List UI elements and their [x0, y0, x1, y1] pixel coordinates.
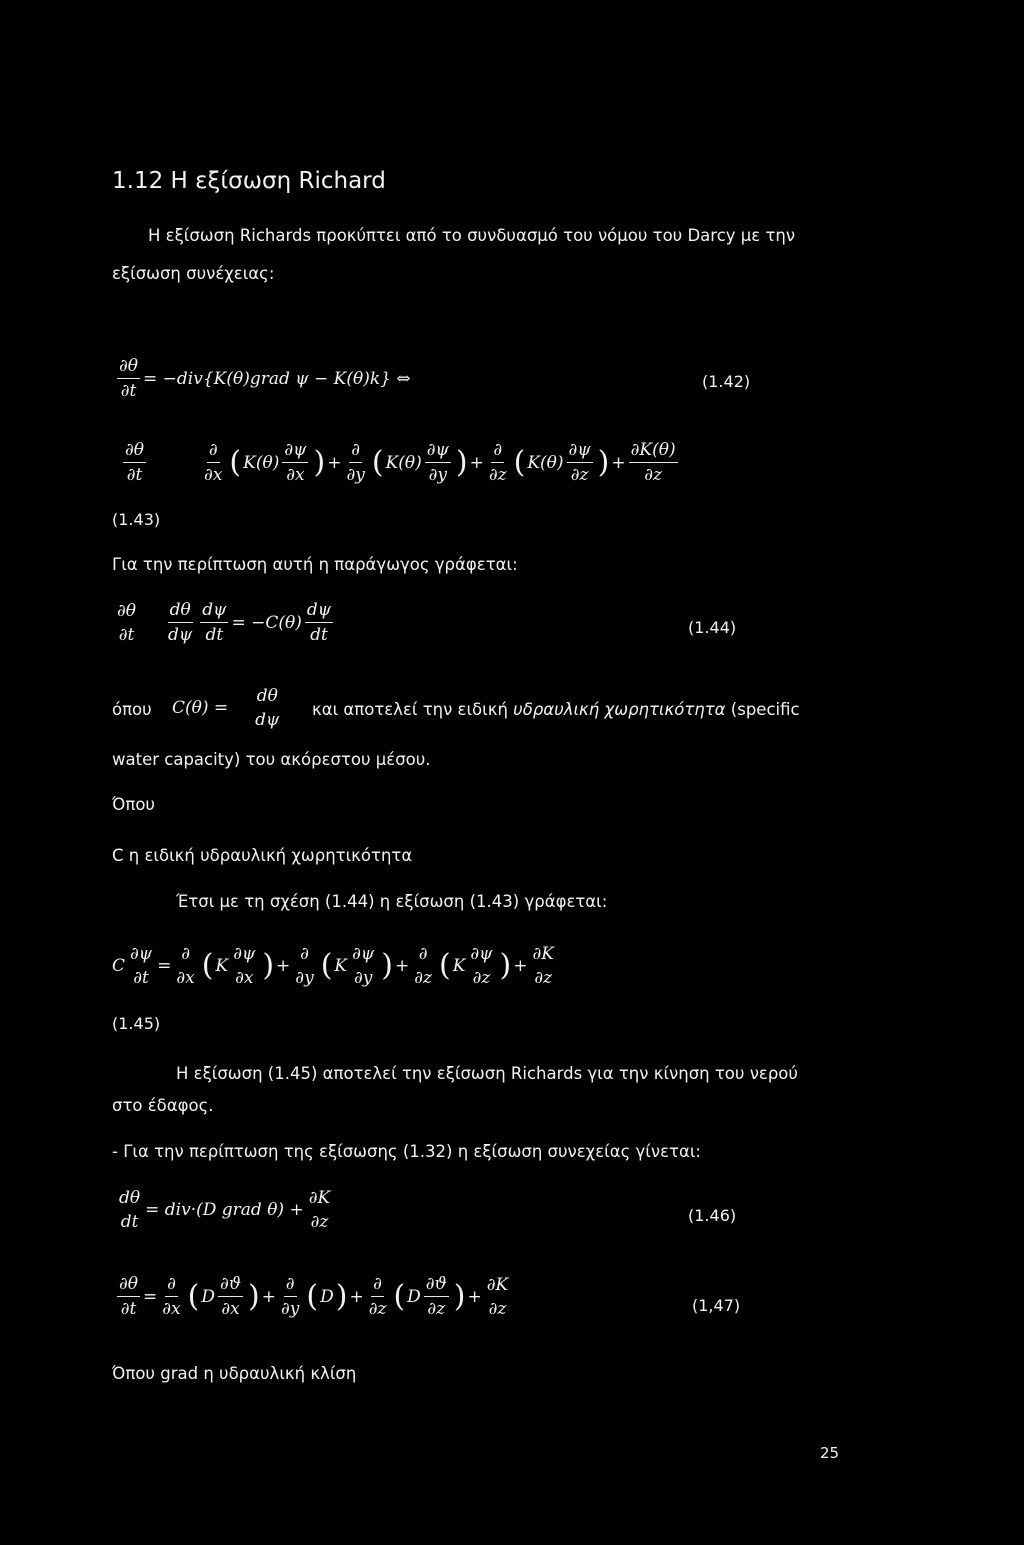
eq45-a-num: ∂ψ: [130, 944, 153, 964]
where-word: όπου: [112, 700, 152, 719]
richards-line-1: Η εξίσωση (1.45) αποτελεί την εξίσωση Richards για την κίνηση του νερού: [176, 1064, 798, 1083]
eq43-t2-frac: [425, 440, 451, 485]
eq43-lhs: [123, 440, 146, 485]
eq47-op3-d: ∂z: [368, 1299, 387, 1319]
eq44-e-num: dψ: [305, 600, 333, 623]
eq47-op2-n: ∂: [284, 1274, 297, 1297]
eq43-t3-frac: [567, 440, 593, 485]
eq43-t1-op: [202, 440, 224, 485]
eq44-c: [200, 600, 228, 645]
etsi-text: Έτσι με τη σχέση (1.44) η εξίσωση (1.43) γράφεται:: [176, 892, 608, 911]
c-def-frac: [253, 686, 281, 730]
eq46-number: (1.46): [688, 1206, 737, 1225]
eq43-t2-k: K(θ): [385, 452, 422, 473]
eq45-f2-d: ∂y: [353, 968, 373, 988]
eq43-t1-frac: [282, 440, 308, 485]
eq43-t4-den: ∂z: [644, 465, 662, 485]
eq43-t1-num: ∂: [207, 440, 220, 463]
eq47-d3: D: [407, 1286, 421, 1307]
eq46-mid: = div·(D grad θ) +: [145, 1200, 304, 1220]
eq47-op3: [367, 1274, 389, 1319]
eq46-b-den: ∂z: [310, 1212, 329, 1232]
eq47-d2: D: [320, 1286, 334, 1307]
eq47-d1: D: [201, 1286, 216, 1307]
eq47-f3-d: ∂z: [427, 1299, 446, 1319]
eq47-paren-open-3: (: [393, 1278, 406, 1314]
eq44-c-theta: = −C(θ): [231, 612, 302, 633]
where-line-2: water capacity) του ακόρεστου μέσου.: [112, 750, 431, 769]
where-text-a: και αποτελεί την ειδική: [312, 700, 514, 719]
eq47-paren-close-2: ): [335, 1278, 348, 1314]
eq45-f1-n: ∂ψ: [233, 944, 256, 964]
eq47-f3: [424, 1274, 449, 1319]
eq42-number: (1.42): [702, 372, 751, 391]
eq47-paren-open-1: (: [187, 1278, 200, 1314]
eq45-op2-n: ∂: [300, 944, 309, 964]
eq45-f1-d: ∂x: [235, 968, 254, 988]
opou-label: Όπου: [112, 795, 155, 814]
eq43-t1-den: ∂x: [204, 465, 223, 485]
eq47-a: [117, 1274, 140, 1319]
eq45-paren-close-2: ): [381, 948, 393, 983]
eq43-plus-1: +: [327, 452, 342, 473]
eq45-f2-n: ∂ψ: [352, 944, 375, 964]
eq47-plus-1: +: [261, 1286, 276, 1307]
c-def-lhs: C(θ) =: [172, 698, 229, 718]
eq45-op1-d: ∂x: [176, 968, 195, 988]
eq45-op2: [293, 944, 315, 988]
eq47-op1-d: ∂x: [162, 1299, 181, 1319]
eq43-lhs-den: ∂t: [126, 465, 143, 485]
eq44-b-num: dθ: [168, 600, 193, 623]
eq45-last: [530, 944, 556, 988]
eq43-t4: [629, 440, 678, 485]
eq43-plus-2: +: [469, 452, 484, 473]
eq43-paren-open-1: (: [229, 444, 242, 480]
eq43-t4-num: ∂K(θ): [629, 440, 678, 463]
eq43-t1-k: K(θ): [243, 452, 280, 473]
richards-line-2: στο έδαφος.: [112, 1096, 214, 1115]
eq47-op1: [160, 1274, 182, 1319]
eq47-paren-open-2: (: [306, 1278, 319, 1314]
eq45-a: [128, 944, 154, 988]
eq43-t2-op: [344, 440, 366, 485]
eq45-paren-open-3: (: [438, 948, 451, 983]
eq47-f1: [218, 1274, 243, 1319]
eq43-paren-close-3: ): [597, 444, 610, 480]
eq45-k1: K: [215, 956, 229, 976]
eq47-number: (1,47): [692, 1296, 741, 1315]
eq45-f2: [350, 944, 376, 988]
eq45-paren-close-1: ): [262, 948, 275, 983]
eq43-t1-n: ∂ψ: [282, 440, 308, 463]
eq45-paren-open-1: (: [201, 948, 214, 983]
c-def-num: dθ: [256, 686, 278, 706]
eq43-t2-n: ∂ψ: [425, 440, 451, 463]
eq47-op1-n: ∂: [165, 1274, 178, 1297]
eq43-t3-den: ∂z: [488, 465, 507, 485]
eq45-a-den: ∂t: [133, 968, 149, 988]
equation-1-45: [112, 944, 559, 988]
eq45-plus-1: +: [276, 956, 291, 976]
eq45-op1-n: ∂: [181, 944, 190, 964]
eq47-a-den: ∂t: [120, 1299, 137, 1319]
eq45-number: (1.45): [112, 1014, 161, 1033]
eq45-plus-2: +: [394, 956, 410, 976]
eq47-f3-n: ∂ϑ: [424, 1274, 449, 1297]
page-number: 25: [820, 1444, 840, 1462]
eq47-op2-d: ∂y: [280, 1299, 300, 1319]
eq44-a-num: ∂θ: [117, 600, 137, 621]
eq42-rhs: = −div{K(θ)grad ψ − K(θ)k} ⇔: [143, 368, 411, 389]
eq45-f1: [231, 944, 257, 988]
eq45-op2-d: ∂y: [295, 968, 314, 988]
section-heading: 1.12 Η εξίσωση Richard: [112, 168, 386, 194]
eq45-last-d: ∂z: [534, 968, 553, 988]
eq45-c: C: [112, 956, 126, 976]
grad-text: Όπου grad η υδραυλική κλίση: [112, 1364, 357, 1383]
eq44-a-den: ∂t: [118, 624, 135, 645]
where-description: [312, 702, 800, 719]
eq46-a-num: dθ: [119, 1188, 141, 1208]
eq42-lhs: [117, 356, 140, 401]
eq43-paren-close-1: ): [313, 444, 326, 480]
c-text: C η ειδική υδραυλική χωρητικότητα: [112, 846, 413, 865]
where-text-italic: υδραυλική χωρητικότητα: [513, 700, 726, 719]
eq42-lhs-den: ∂t: [120, 381, 137, 401]
equation-1-43: [120, 440, 681, 485]
eq43-paren-open-2: (: [371, 444, 384, 480]
eq43-paren-open-3: (: [513, 444, 526, 480]
eq42-lhs-num: ∂θ: [117, 356, 140, 379]
eq45-k3: K: [452, 956, 466, 976]
eq44-a: [115, 601, 138, 645]
eq47-a-num: ∂θ: [117, 1274, 140, 1297]
eq47-paren-close-3: ): [453, 1278, 466, 1314]
eq45-f3: [468, 944, 494, 988]
eq47-equals: =: [143, 1286, 158, 1307]
eq43-number: (1.43): [112, 510, 161, 529]
eq44-c-num: dψ: [200, 600, 228, 623]
eq46-b-num: ∂K: [308, 1188, 331, 1208]
case-text: - Για την περίπτωση της εξίσωσης (1.32) η εξίσωση συνεχείας γίνεται:: [112, 1142, 701, 1161]
eq47-last-d: ∂z: [488, 1298, 507, 1319]
eq43-paren-close-2: ): [455, 444, 468, 480]
eq47-f1-n: ∂ϑ: [218, 1274, 243, 1297]
eq45-last-n: ∂K: [532, 944, 554, 964]
eq45-op3: [412, 944, 434, 988]
eq45-f3-n: ∂ψ: [470, 944, 493, 964]
eq45-op3-d: ∂z: [414, 968, 432, 988]
intro-line-2: εξίσωση συνέχειας:: [112, 264, 275, 283]
equation-1-42: [114, 356, 411, 401]
equation-1-44: [112, 600, 336, 645]
eq47-paren-close-1: ): [247, 1278, 260, 1314]
eq43-plus-3: +: [611, 452, 626, 473]
eq46-b: [307, 1188, 333, 1232]
eq47-f1-d: ∂x: [221, 1299, 240, 1319]
c-definition: [172, 686, 284, 730]
where-text-c: (specific: [725, 700, 800, 719]
eq47-op2: [279, 1274, 301, 1319]
eq47-plus-2: +: [349, 1286, 364, 1307]
eq44-number: (1.44): [688, 618, 737, 637]
eq44-e-den: dt: [310, 625, 328, 645]
eq46-a-den: dt: [120, 1212, 139, 1232]
eq43-t2-num: ∂: [349, 440, 362, 463]
eq47-plus-3: +: [467, 1286, 482, 1307]
derivative-text: Για την περίπτωση αυτή η παράγωγος γράφεται:: [112, 555, 518, 574]
eq45-equals: =: [157, 956, 172, 976]
c-def-den: dψ: [255, 710, 280, 730]
eq45-op1: [174, 944, 196, 988]
eq44-b-den: dψ: [168, 625, 193, 645]
eq43-t2-den: ∂y: [346, 465, 365, 485]
eq43-t3-op: [487, 440, 509, 485]
eq45-f3-d: ∂z: [472, 968, 491, 988]
eq43-t3-k: K(θ): [527, 452, 564, 473]
eq44-b: [166, 600, 194, 645]
eq45-paren-open-2: (: [320, 948, 333, 983]
eq45-k2: K: [334, 956, 348, 976]
equation-1-46: [114, 1188, 335, 1232]
eq46-a: [117, 1188, 142, 1232]
eq43-lhs-num: ∂θ: [123, 440, 146, 463]
intro-line-1: Η εξίσωση Richards προκύπτει από το συνδυασμό του νόμου του Darcy με την: [148, 226, 796, 245]
eq44-e: [305, 600, 333, 645]
eq44-c-den: dt: [205, 625, 224, 645]
eq45-plus-3: +: [513, 956, 528, 976]
eq43-t3-nd: ∂z: [570, 465, 589, 485]
eq43-t1-nd: ∂x: [286, 465, 305, 485]
eq43-t3-num: ∂: [491, 440, 504, 463]
equation-1-47: [114, 1274, 513, 1319]
eq43-t3-n: ∂ψ: [567, 440, 593, 463]
eq47-op3-n: ∂: [371, 1274, 384, 1297]
eq43-t2-nd: ∂y: [428, 465, 448, 485]
eq47-last: [485, 1275, 511, 1319]
eq45-paren-close-3: ): [499, 948, 512, 983]
eq47-last-n: ∂K: [486, 1274, 509, 1295]
eq45-op3-n: ∂: [418, 944, 428, 964]
